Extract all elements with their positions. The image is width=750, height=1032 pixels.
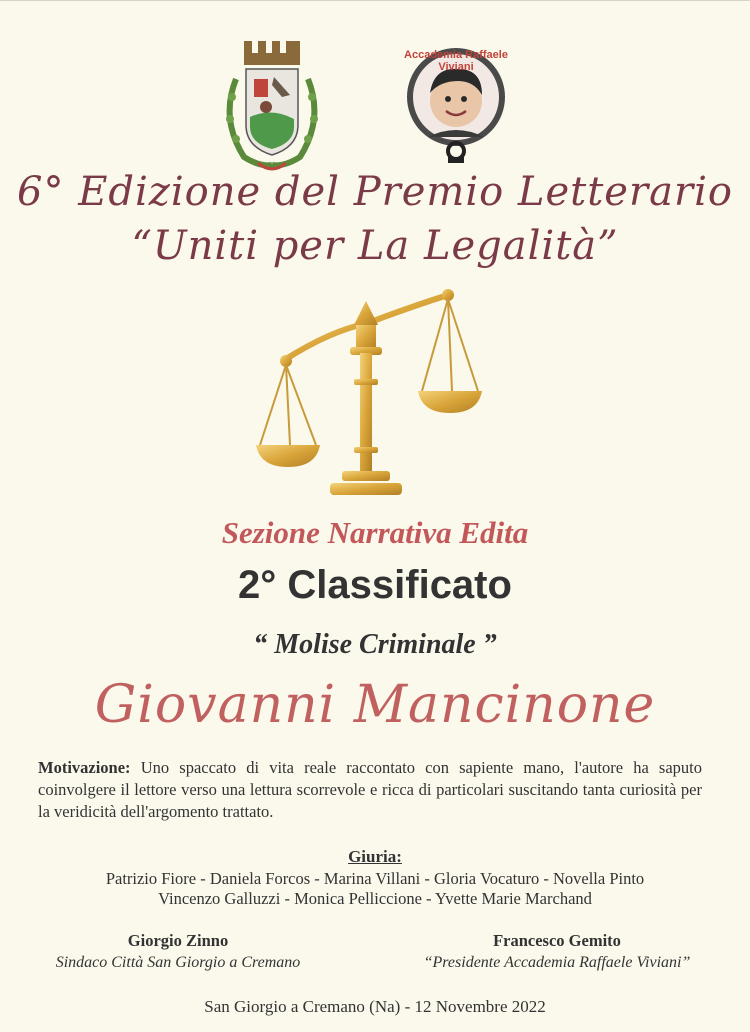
academy-logo-text: Accademia Raffaele Viviani [404,49,508,73]
edition-title: 6° Edizione del Premio Letterario [17,169,733,215]
motivation-text: Uno spaccato di vita reale raccontato con sapiente mano, l'autore ha saputo coinvolgere il lettore verso una lettura scorrevole e ricca di particolari suscitando tanta curiosità per la veridicità dell'argomento trattato. [38,758,703,821]
signature-left-role: Sindaco Città San Giorgio a Cremano [55,954,301,971]
work-title: “ Molise Criminale ” [253,629,497,660]
jury-title: Giuria: [348,847,402,866]
winner-name: Giovanni Mancinone [94,675,656,735]
municipal-crest-icon [214,39,330,175]
jury-line-2: Vincenzo Galluzzi - Monica Pelliccione - Yvette Marie Marchand [158,889,592,908]
award-placement: 2° Classificato [238,563,512,607]
jury-line-1: Patrizio Fiore - Daniela Forcos - Marina Villani - Gloria Vocaturo - Novella Pinto [105,869,645,888]
motivation-label: Motivazione: [38,758,131,777]
signature-left-name: Giorgio Zinno [127,931,229,950]
prize-subtitle: “Uniti per La Legalità” [131,223,619,269]
award-section: Sezione Narrativa Edita [221,515,529,550]
place-date: San Giorgio a Cremano (Na) - 12 Novembre 2022 [204,997,546,1016]
signature-right-name: Francesco Gemito [493,931,621,950]
signature-right-role: “Presidente Accademia Raffaele Viviani” [423,954,691,971]
motivation-paragraph [38,757,702,823]
scales-of-justice-icon [250,287,490,513]
